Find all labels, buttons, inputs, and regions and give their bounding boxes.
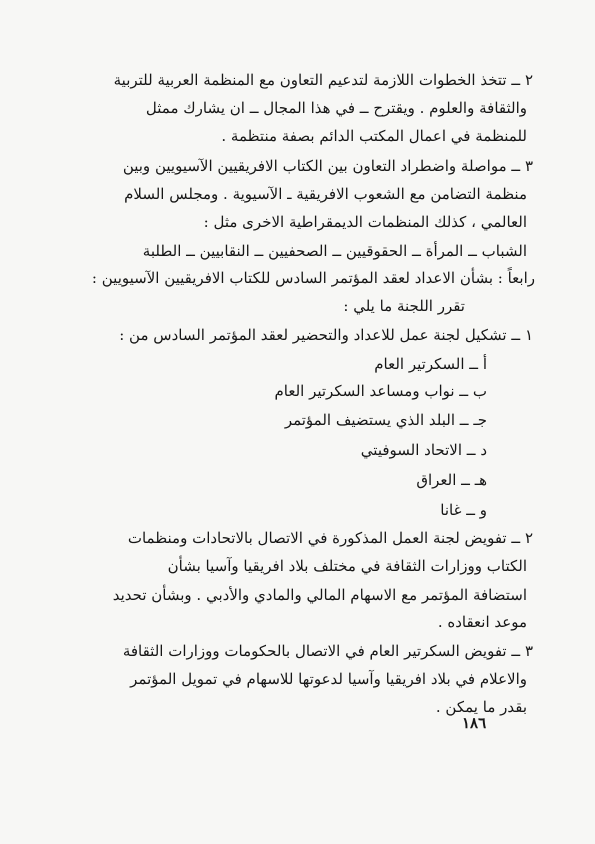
body-line: استضافة المؤتمر مع الاسهام المالي والمادي والأدبي . وبشأن تحديد [112, 586, 527, 604]
list-item: د ــ الاتحاد السوفيتي [360, 441, 487, 459]
page-number: ١٨٦ [462, 714, 487, 732]
section-heading: رابعاً : بشأن الاعداد لعقد المؤتمر السادس للكتاب الافريقيين الآسيويين : [91, 269, 535, 287]
body-line: ٣ ــ تفويض السكرتير العام في الاتصال بالحكومات ووزارات الثقافة [122, 642, 533, 660]
body-line: الشباب ــ المرأة ــ الحقوقيين ــ الصحفيين ــ النقابيين ــ الطلبة [142, 242, 527, 260]
body-line: تقرر اللجنة ما يلي : [343, 297, 465, 315]
list-item: ب ــ نواب ومساعد السكرتير العام [274, 382, 487, 400]
body-line: والاعلام في بلاد افريقيا وآسيا لدعوتها للاسهام في تمويل المؤتمر [130, 670, 527, 688]
list-item: أ ــ السكرتير العام [374, 355, 487, 373]
body-line: ٣ ــ مواصلة واضطراد التعاون بين الكتاب الافريقيين الآسيويين وبين [122, 157, 533, 175]
body-line: موعد انعقاده . [437, 613, 527, 631]
body-line: ٢ ــ تفويض لجنة العمل المذكورة في الاتصال بالاتحادات ومنظمات [127, 529, 533, 547]
list-item: و ــ غانا [440, 501, 487, 519]
list-item: هـ ــ العراق [416, 471, 487, 489]
body-line: للمنظمة في اعمال المكتب الدائم بصفة منتظمة . [221, 127, 527, 145]
body-line: العالمي ، كذلك المنظمات الديمقراطية الاخرى مثل : [203, 213, 527, 231]
body-line: ٢ ــ تتخذ الخطوات اللازمة لتدعيم التعاون مع المنظمة العربية للتربية [113, 71, 533, 89]
body-line: منظمة التضامن مع الشعوب الافريقية ـ الآسيوية . ومجلس السلام [124, 185, 527, 203]
body-line: ١ ــ تشكيل لجنة عمل للاعداد والتحضير لعقد المؤتمر السادس من : [119, 326, 533, 344]
list-item: جـ ــ البلد الذي يستضيف المؤتمر [284, 411, 487, 429]
body-line: بقدر ما يمكن . [435, 698, 527, 716]
body-line: والثقافة والعلوم . ويقترح ــ في هذا المجال ــ ان يشارك ممثل [145, 99, 527, 117]
body-line: الكتاب ووزارات الثقافة في مختلف بلاد افريقيا وآسيا بشأن [167, 557, 527, 575]
